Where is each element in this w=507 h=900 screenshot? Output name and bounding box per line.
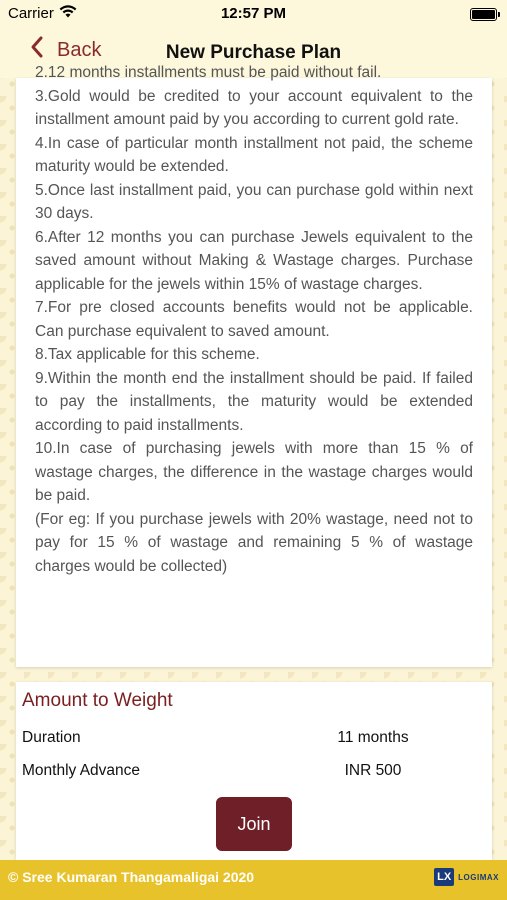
term-item: 4.In case of particular month installment not paid, the scheme maturity would be extended. bbox=[35, 134, 473, 175]
status-bar bbox=[0, 0, 507, 28]
amount-card bbox=[16, 682, 492, 860]
amount-title: Amount to Weight bbox=[22, 690, 173, 711]
term-item: 7.For pre closed accounts benefits would not be applicable. Can purchase equivalent to saved amount. bbox=[35, 299, 473, 340]
carrier-label: Carrier bbox=[8, 5, 54, 22]
footer bbox=[0, 860, 507, 900]
logimax-logo bbox=[434, 868, 499, 886]
join-button[interactable]: Join bbox=[216, 797, 292, 851]
term-item: 5.Once last installment paid, you can purchase gold within next 30 days. bbox=[35, 181, 473, 222]
term-item: (For eg: If you purchase jewels with 20% wastage, need not to pay for 15 % of wastage and remaining 5 % of wastage charges would be collected) bbox=[35, 510, 473, 575]
monthly-advance-value: INR 500 bbox=[344, 762, 402, 779]
term-item: 9.Within the month end the installment should be paid. If failed to pay the installments, the maturity would be extended according to paid installments. bbox=[35, 369, 473, 434]
back-label: Back bbox=[57, 38, 102, 61]
monthly-advance-label: Monthly Advance bbox=[22, 762, 141, 779]
terms-card[interactable] bbox=[16, 64, 492, 667]
term-item: 10.In case of purchasing jewels with more than 15 % of wastage charges, the difference in the wastage charges would be paid. bbox=[35, 440, 473, 504]
term-item: 2.12 months installments must be paid without fail. bbox=[35, 64, 382, 81]
term-item: 8.Tax applicable for this scheme. bbox=[35, 346, 260, 363]
terms-list bbox=[35, 61, 473, 578]
brand-mark: LX bbox=[434, 868, 454, 886]
duration-label: Duration bbox=[22, 729, 81, 746]
page-title: New Purchase Plan bbox=[165, 42, 342, 63]
copyright-text: © Sree Kumaran Thangamaligai 2020 bbox=[8, 869, 255, 885]
term-item: 3.Gold would be credited to your account equivalent to the installment amount paid by you according to current gold rate. bbox=[35, 87, 473, 128]
status-time: 12:57 PM bbox=[220, 5, 287, 22]
term-item: 6.After 12 months you can purchase Jewels equivalent to the saved amount without Making & Wastage charges. Purchase applicable for the jewels within 15% of wastage charges. bbox=[35, 228, 473, 293]
brand-name: LOGIMAX bbox=[458, 872, 499, 882]
duration-value: 11 months bbox=[337, 729, 409, 746]
battery-icon bbox=[470, 8, 497, 21]
